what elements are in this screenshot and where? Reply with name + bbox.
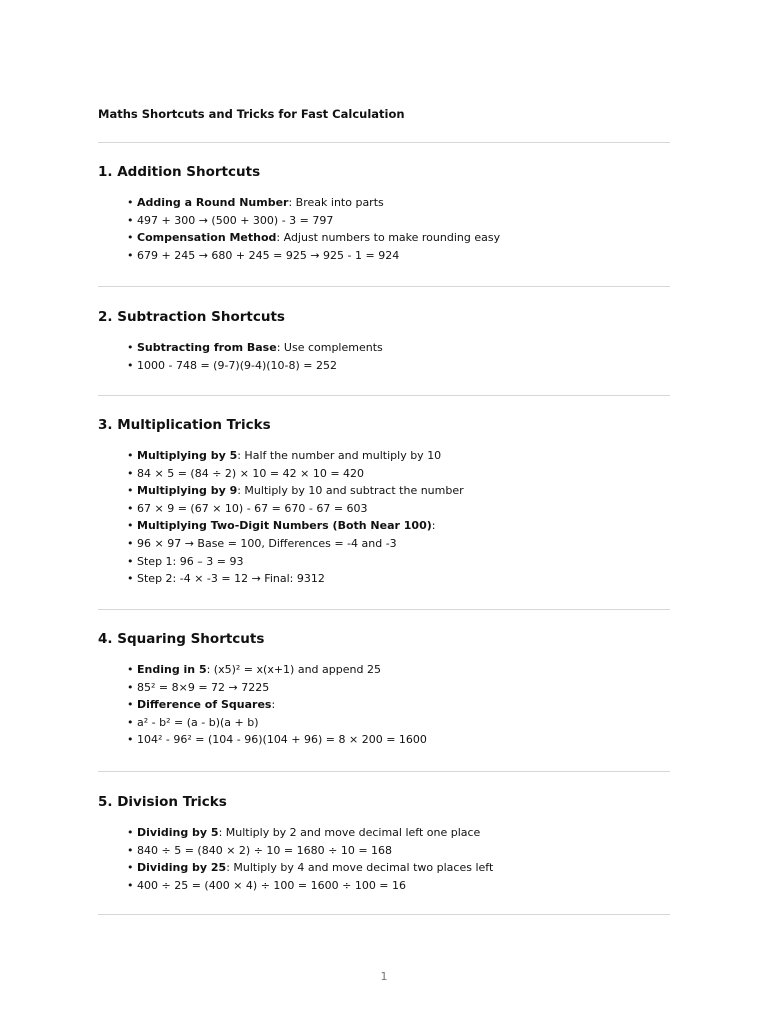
- list-item: • 400 ÷ 25 = (400 × 4) ÷ 100 = 1600 ÷ 100 = 16: [127, 878, 407, 892]
- item-list: [98, 447, 670, 588]
- list-item: • 84 × 5 = (84 ÷ 2) × 10 = 42 × 10 = 420: [127, 466, 365, 480]
- list-item: • Subtracting from Base: Use complements: [127, 341, 383, 354]
- list-item: • 679 + 245 → 680 + 245 = 925 → 925 - 1 = 924: [127, 248, 400, 262]
- list-item: • Difference of Squares:: [127, 698, 276, 712]
- list-item: • 85² = 8×9 = 72 → 7225: [127, 680, 270, 694]
- list-item: • 104² - 96² = (104 - 96)(104 + 96) = 8 × 200 = 1600: [127, 733, 427, 747]
- section-heading: 1. Addition Shortcuts: [98, 164, 261, 180]
- item-list: [98, 661, 670, 749]
- section-squaring: [98, 630, 670, 749]
- list-item: • a² - b² = (a - b)(a + b): [127, 715, 259, 729]
- section-heading: 2. Subtraction Shortcuts: [98, 309, 285, 325]
- list-item: • Dividing by 5: Multiply by 2 and move decimal left one place: [127, 826, 481, 839]
- list-item: • Step 1: 96 – 3 = 93: [127, 554, 244, 568]
- list-item: • 840 ÷ 5 = (840 × 2) ÷ 10 = 1680 ÷ 10 = 168: [127, 843, 393, 857]
- list-item: • Multiplying by 9: Multiply by 10 and subtract the number: [127, 484, 464, 498]
- list-item: • Multiplying by 5: Half the number and multiply by 10: [127, 449, 442, 462]
- divider: [98, 142, 670, 143]
- divider: [98, 395, 670, 396]
- item-list: [98, 194, 670, 264]
- section-heading: 5. Division Tricks: [98, 794, 227, 810]
- divider: [98, 286, 670, 287]
- list-item: • Multiplying Two-Digit Numbers (Both Near 100):: [127, 519, 436, 533]
- list-item: • Ending in 5: (x5)² = x(x+1) and append 25: [127, 663, 381, 676]
- section-addition: [98, 163, 670, 264]
- list-item: • 1000 - 748 = (9-7)(9-4)(10-8) = 252: [127, 358, 338, 372]
- item-list: [98, 824, 670, 894]
- page-title: Maths Shortcuts and Tricks for Fast Calculation: [98, 107, 405, 121]
- page-number: 1: [380, 970, 388, 983]
- list-item: • 67 × 9 = (67 × 10) - 67 = 670 - 67 = 603: [127, 501, 368, 515]
- list-item: • Compensation Method: Adjust numbers to make rounding easy: [127, 231, 501, 245]
- section-multiplication: [98, 416, 670, 588]
- list-item: • 497 + 300 → (500 + 300) - 3 = 797: [127, 213, 334, 227]
- list-item: • Step 2: -4 × -3 = 12 → Final: 9312: [127, 572, 325, 586]
- section-heading: 3. Multiplication Tricks: [98, 417, 271, 433]
- section-division: [98, 793, 670, 894]
- list-item: • Adding a Round Number: Break into parts: [127, 196, 384, 209]
- section-subtraction: [98, 308, 670, 374]
- section-heading: 4. Squaring Shortcuts: [98, 631, 265, 647]
- divider: [98, 609, 670, 610]
- list-item: • 96 × 97 → Base = 100, Differences = -4 and -3: [127, 536, 397, 550]
- item-list: [98, 339, 670, 374]
- list-item: • Dividing by 25: Multiply by 4 and move decimal two places left: [127, 861, 494, 875]
- divider: [98, 771, 670, 772]
- divider: [98, 914, 670, 915]
